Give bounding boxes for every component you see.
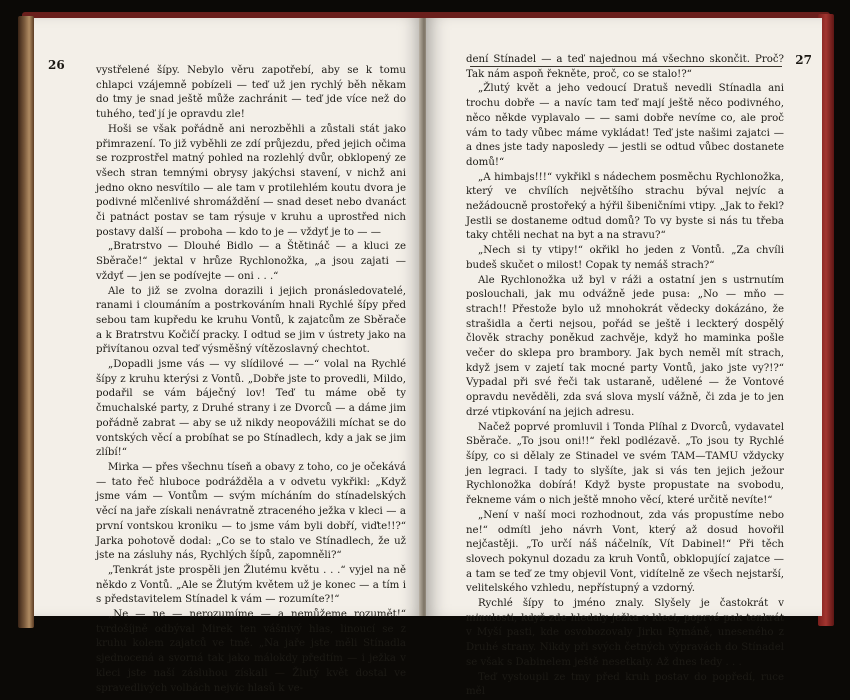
right-page-paragraph: „Žlutý květ a jeho vedoucí Dratuš nevedli Stínadla ani trochu dobře — a navíc tam teď mají ještě něco podivného, něco někde vyplavalo — — sami dobře nevíme co, ale proč vám to tady vůbec máme vykládat! Teď jste našimi zajatci — a dnes jste tady naposledy — jestli se odtud vůbec dostanete domů!“: [466, 83, 784, 168]
left-page-paragraph: „Ne — ne — nerozumíme — a nemůžeme rozumět!“ tvrdošíjně odbýval Mirek ten vášnivý hlas, linoucí se z kruhu kolem zajatců ve tmě. „Na jaře jste měli Stínadla sjednocená a svorná tak jako málokdy předtím — i ježka v kleci jste naší zásluhou získali — Žlutý květ dostal ve spravedlivých volbách nejvíc hlasů k ve-: [96, 609, 406, 694]
left-page-paragraph: „Tenkrát jste prospěli jen Žlutému květu . . .“ vyjel na ně někdo z Vontů. „Ale se Žlutým květem už je konec — a tím i s představitelem Stínadel k vám — rozumíte?!“: [96, 564, 406, 606]
right-page-paragraph: Načež poprvé promluvil i Tonda Plíhal z Dvorců, vydavatel Sběrače. „To jsou oni!!“ řekl podlézavě. „To jsou ty Rychlé šípy, co si dělaly ze Stinadel ve svém TAM—TAMU vždycky jen legraci. I tady to slyšíte, jak si vás ten jejich ježour Rychlonožka dobírá! Když byste propustate na svobodu, řekneme vám o nich ještě mnoho věcí, které určitě nevíte!“: [466, 421, 784, 507]
page-number-right: 27: [795, 53, 812, 67]
left-page-paragraph: Mirka — přes všechnu tíseň a obavy z toho, co je očekává — tato řeč hluboce podrážděla a v odvetu vykřikl: „Když jsme vám — Vontům — svým mícháním do stínadelských věcí na jaře získali nenávratně ztraceného ježka v kleci — a první vontskou kroniku — to jsme vám byli dobří, viďte!!?“ Jarka pohotově dodal: „Co se to stalo ve Stínadlech, že už jste na zásluhy nás, Rychlých šípů, zapomněli?“: [96, 461, 406, 562]
right-page-paragraph: „A himbajs!!!“ vykřikl s nádechem posměchu Rychlonožka, který ve chvílích největšího strachu býval nejvíc a nežádoucně prostořeký a hýřil šibeničními vtipy. „Jak to řekl? Jestli se dostaneme odtud domů? To vy byste si nás tu třeba taky chtěli nechat na byt a na stravu?“: [466, 171, 784, 242]
left-page: [34, 18, 422, 694]
left-page-paragraph: Hoši se však pořádně ani nerozběhli a zůstali stát jako přimrazení. To již vyběhli ze zdí průjezdu, před jejich očima se rozprostřel matný pohled na rozlehlý dvůr, obklopený ze všech stran temnými obrysy jakýchsi stavení, v nichž ani jedno okno nesvítilo — ale tam v protilehlém koutu dvora je podivné mlčenlivé shromáždění — snad deset nebo dvanáct či patnáct postav se tam rýsuje v kruhu a uprostřed nich postavy další — proboha — kdo to je — vždyť je to — —: [96, 123, 406, 238]
right-page-paragraph: Ale Rychlonožka už byl v ráži a ostatní jen s ustrnutím poslouchali, jak mu odvážně jede pusa: „No — mňo — strach!! Přestože bylo už mnohokrát vědecky dokázáno, že strašidla a čerti nejsou, pořád se ještě i leckterý dospělý člověk strachy poněkud zachvěje, když ho maminka pošle večer do sklepa pro brambory. Jak bych neměl mít strach, když jsem v zajetí tak mocné party Vontů, jako jste vy?!?“ Vypadal při své řeči tak ustaraně, udělené — že Vontové opravdu nevěděli, zda svá slova myslí vážně, či zda je to jen drzé vtipkování na jejich adresu.: [466, 274, 784, 418]
page-number-left: 26: [48, 58, 65, 72]
left-page-paragraph: „Bratrstvo — Dlouhé Bidlo — a Štětináč — a kluci ze Sběrače!“ jektal v hrůze Rychlonožka, „a jsou zajati — vždyť — jen se podívejte — oni . . .“: [96, 241, 406, 282]
right-page-paragraph: Rychlé šípy to jméno znaly. Slyšely je častokrát v minulosti, když zde hledaly ježka v kleci, poprvé pak tenkrát v Myší pasti, kde osvobozovaly Jirku Rymáně, uneseného z Druhé strany. Nikdy při svých četných výpravách do Stínadel se však s Dabinelem ještě nesetkaly. Až dnes tedy . . .: [466, 598, 784, 668]
left-page-paragraph: vystřelené šípy. Nebylo věru zapotřebí, aby se k tomu chlapci vzájemně pobízeli — teď už jen rychlý běh někam do tmy je snad ještě může zachránit — teď jde více než do tuhého, teď jí je opravdu zle!: [96, 65, 406, 121]
right-page: [426, 18, 822, 698]
right-page-paragraph: „Není v naší moci rozhodnout, zda vás propustíme nebo ne!“ odmítl jeho návrh Vont, který až dosud hovořil nejčastěji. „To určí náš náčelník, Vít Dabinel!“ Při těch slovech pokynul dozadu za kruh Vontů, obklopující zajatce — a tam se teď ze tmy objevil Vont, vidítelně ze všech nejstarší, velitelského vzhledu, nepřístupný a vzdorný.: [466, 509, 784, 595]
left-page-paragraph: Ale to již se zvolna dorazili i jejich pronásledovatelé, ranami i cloumáním a postrkováním hnali Rychlé šípy před sebou tam kupředu ke kruhu Vontů, k zajatcům ze Sběrače a k Bratrstvu Kočičí pracky. I odtud se jim v ústrety jako na přivítanou ozval teď výsměšný vítězoslavný chechtot.: [96, 285, 406, 356]
right-page-paragraph: Teď vystoupil ze tmy před kruh postav do popředí, ruce měl: [466, 671, 784, 698]
left-page-text: [96, 64, 406, 696]
right-page-paragraph: „Nech si ty vtipy!“ okřikl ho jeden z Vontů. „Za chvíli budeš skučet o milost! Copak ty nemáš strach?“: [466, 245, 784, 271]
right-page-text: [466, 53, 784, 700]
right-page-paragraph: dení Stínadel — a teď najednou má všechno skončit. Proč? Tak nám aspoň řekněte, proč, co se stalo!?“: [466, 54, 784, 80]
left-page-paragraph: „Dopadli jsme vás — vy slídilové — —“ volal na Rychlé šípy z kruhu kterýsi z Vontů. „Dobře jste to provedli, Mildo, podařil se vám báječný lov! Teď tu máme obě ty čmuchalské party, z Druhé strany i ze Dvorců — a dáme jim pořádně zabrat — aby se už nikdy neopovážili míchat se do vontských věcí a probíhat se po Stínadlech, kdy a jak se jim zlíbí!“: [96, 359, 406, 459]
book-cover-left-edge: [18, 16, 34, 628]
